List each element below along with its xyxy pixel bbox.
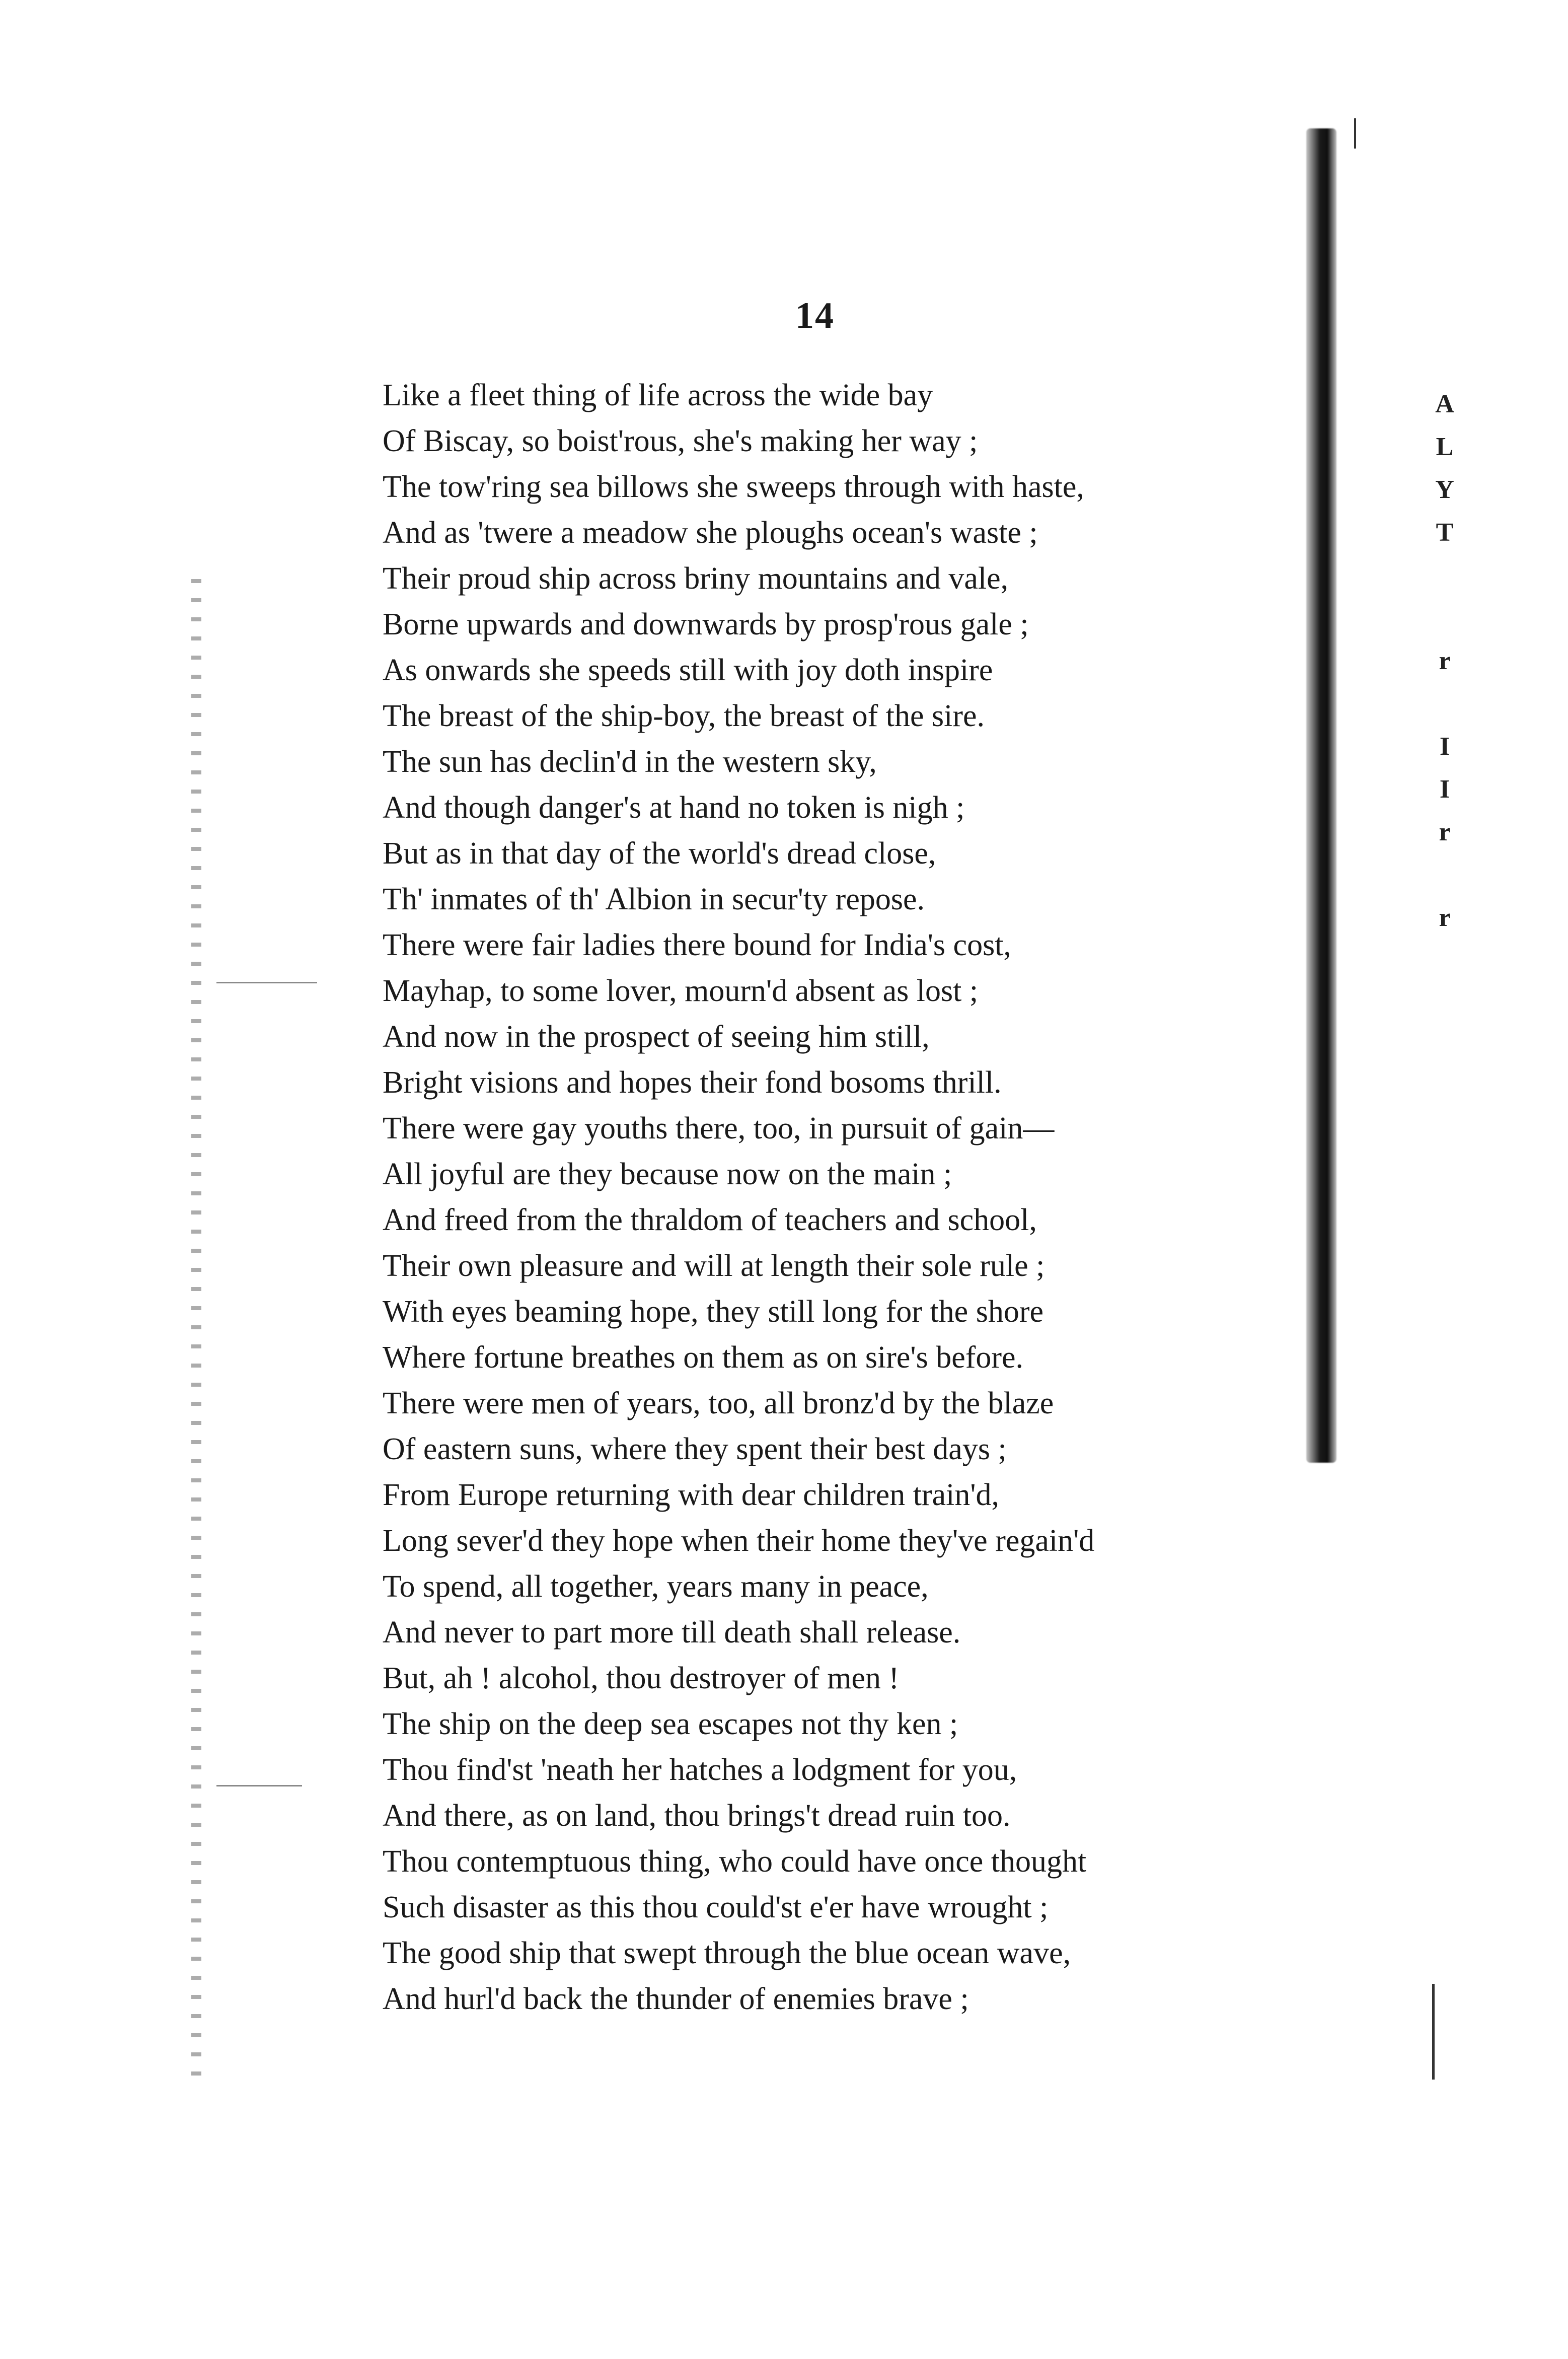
margin-letter: r <box>1439 818 1451 846</box>
poem-line: There were gay youths there, too, in pursuit of gain— <box>383 1111 1055 1146</box>
margin-letter <box>1425 682 1465 725</box>
margin-letter <box>1425 853 1465 896</box>
poem-line: And hurl'd back the thunder of enemies brave ; <box>383 1982 969 2016</box>
poem-line: Bright visions and hopes their fond bosoms thrill. <box>383 1065 1002 1100</box>
poem-line: As onwards she speeds still with joy doth inspire <box>383 653 993 687</box>
poem-line: And there, as on land, thou brings't dread ruin too. <box>383 1799 1011 1833</box>
binding-edge-line-bottom <box>1432 1984 1435 2080</box>
poem-line: Their proud ship across briny mountains and vale, <box>383 561 1009 596</box>
poem-line: The sun has declin'd in the western sky, <box>383 745 877 779</box>
margin-letter: Y <box>1435 475 1454 504</box>
poem-line: Th' inmates of th' Albion in secur'ty repose. <box>383 882 925 916</box>
poem-line: And as 'twere a meadow she ploughs ocean's waste ; <box>383 516 1038 550</box>
poem-line: With eyes beaming hope, they still long for the shore <box>383 1295 1043 1329</box>
poem-line: Mayhap, to some lover, mourn'd absent as lost ; <box>383 974 979 1008</box>
poem-line: All joyful are they because now on the main ; <box>383 1157 952 1191</box>
poem-line: And now in the prospect of seeing him still, <box>383 1020 930 1054</box>
poem-line: And never to part more till death shall release. <box>383 1615 961 1650</box>
margin-letter <box>1425 597 1465 639</box>
poem-line: Of eastern suns, where they spent their best days ; <box>383 1432 1007 1466</box>
poem-line: Thou find'st 'neath her hatches a lodgment for you, <box>383 1753 1017 1787</box>
poem-line: Thou contemptuous thing, who could have once thought <box>383 1844 1087 1879</box>
margin-letter: I <box>1439 775 1450 804</box>
poem-line: And though danger's at hand no token is nigh ; <box>383 791 965 825</box>
poem-line: Where fortune breathes on them as on sire's before. <box>383 1340 1024 1375</box>
margin-letter: T <box>1436 518 1454 547</box>
poem-line: Their own pleasure and will at length their sole rule ; <box>383 1249 1045 1283</box>
poem-line: But as in that day of the world's dread close, <box>383 836 936 871</box>
poem-line: There were fair ladies there bound for India's cost, <box>383 928 1011 962</box>
binding-edge-line <box>1354 118 1356 149</box>
poem-line: The tow'ring sea billows she sweeps through with haste, <box>383 470 1084 504</box>
poem-line: Long sever'd they hope when their home they've regain'd <box>383 1524 1095 1558</box>
poem-line: To spend, all together, years many in peace, <box>383 1569 929 1604</box>
poem-line: The good ship that swept through the blue ocean wave, <box>383 1936 1071 1970</box>
page-number: 14 <box>795 295 835 336</box>
poem-line: Such disaster as this thou could'st e'er have wrought ; <box>383 1890 1049 1924</box>
left-margin-show-through <box>191 579 201 2090</box>
poem-line: Like a fleet thing of life across the wide bay <box>383 378 933 412</box>
left-margin-dash <box>216 982 317 983</box>
margin-letter: I <box>1439 732 1450 761</box>
margin-letter: A <box>1435 390 1454 418</box>
poem-line: Of Biscay, so boist'rous, she's making her way ; <box>383 424 978 458</box>
margin-letter <box>1425 554 1465 597</box>
poem-line: Borne upwards and downwards by prosp'rous gale ; <box>383 607 1029 641</box>
poem-line: And freed from the thraldom of teachers and school, <box>383 1203 1037 1237</box>
margin-letter: r <box>1439 647 1451 675</box>
facing-page-fragments <box>1425 383 1465 939</box>
margin-letter: r <box>1439 903 1451 932</box>
poem-line: From Europe returning with dear children train'd, <box>383 1478 999 1512</box>
poem-line: The breast of the ship-boy, the breast of the sire. <box>383 699 985 733</box>
left-margin-dash <box>216 1785 302 1786</box>
poem-line: But, ah ! alcohol, thou destroyer of men ! <box>383 1661 900 1695</box>
poem-line: There were men of years, too, all bronz'd by the blaze <box>383 1386 1054 1420</box>
poem-line: The ship on the deep sea escapes not thy ken ; <box>383 1707 958 1741</box>
margin-letter: L <box>1436 433 1454 461</box>
poem-text <box>383 373 1339 2022</box>
